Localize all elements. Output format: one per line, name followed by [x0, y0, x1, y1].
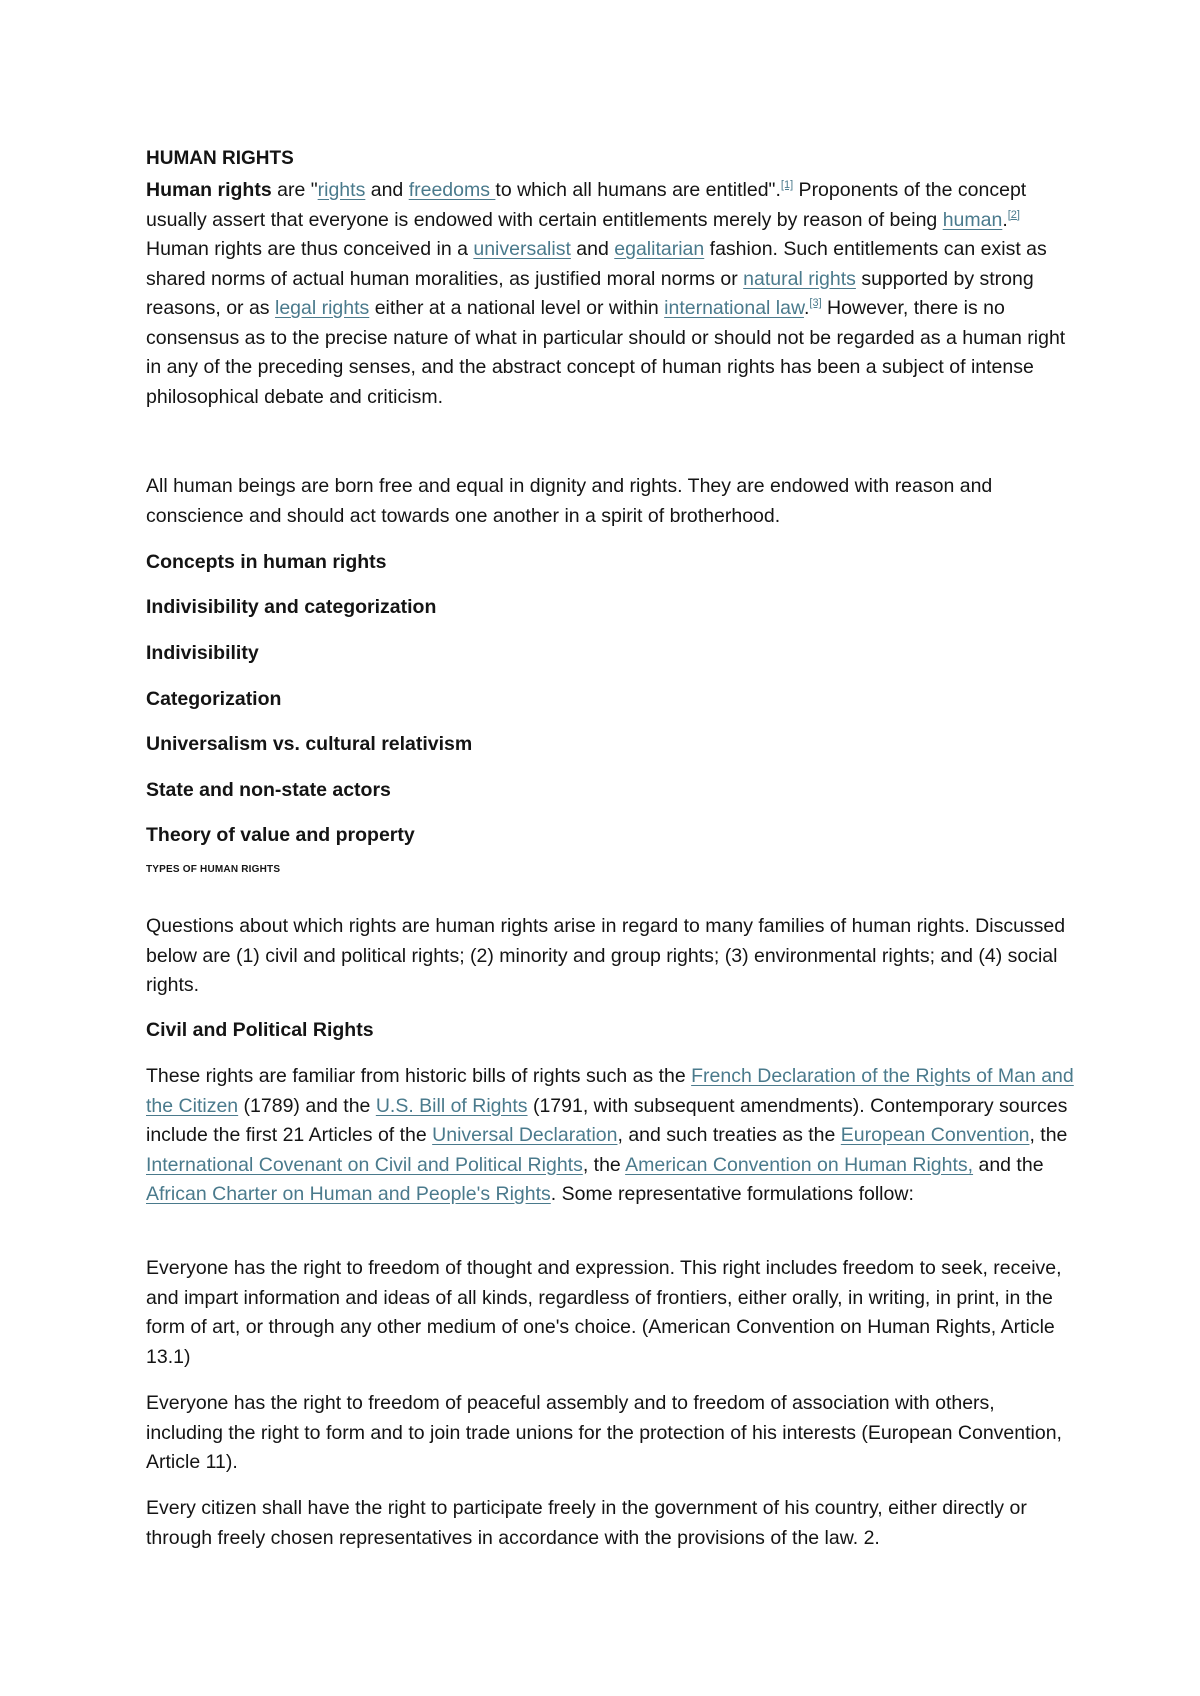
- civil-text: , the: [582, 1153, 626, 1176]
- intro-lead: Human rights: [146, 179, 272, 201]
- civil-paragraph: [146, 1062, 1076, 1210]
- link-human[interactable]: human: [942, 208, 1003, 231]
- intro-text: .: [1002, 208, 1008, 231]
- heading-civil-political: Civil and Political Rights: [146, 1019, 374, 1041]
- link-universalist[interactable]: universalist: [473, 238, 571, 260]
- intro-text: However, there is no consensus as to the precise nature of what in particular should or should not be regarded as a human right in any of the preceding senses, and the abstract concept of human rights has been a subject of intense philosophical debate and criticism.: [146, 297, 1066, 408]
- link-iccpr[interactable]: International Covenant on Civil and Political Rights: [146, 1153, 583, 1176]
- intro-text: and: [365, 179, 409, 201]
- document-title: HUMAN RIGHTS: [146, 148, 294, 169]
- intro-text: to which all humans are entitled".: [495, 179, 781, 201]
- reference-2-link[interactable]: [2]: [1007, 208, 1020, 221]
- intro-paragraph: [146, 176, 1076, 412]
- intro-text: Human rights are thus conceived in a: [146, 238, 474, 260]
- reference-1-link[interactable]: [1]: [780, 179, 794, 191]
- link-french-declaration[interactable]: French Declaration of the Rights of Man and the Citizen: [146, 1065, 1074, 1117]
- intro-text: either at a national level or within: [369, 297, 665, 319]
- link-legal-rights[interactable]: legal rights: [274, 297, 370, 319]
- quote-paragraph: All human beings are born free and equal in dignity and rights. They are endowed with reason and conscience and should act towards one another in a spirit of brotherhood.: [146, 475, 993, 527]
- heading-categorization: Categorization: [146, 688, 282, 710]
- intro-text: fashion. Such entitlements can exist as shared norms of actual human moralities, as justified moral norms or: [146, 238, 1047, 290]
- intro-text: supported by strong reasons, or as: [146, 267, 1034, 319]
- expression-paragraph: Everyone has the right to freedom of thought and expression. This right includes freedom to seek, receive, and impart information and ideas of all kinds, regardless of frontiers, either orally, in writing, in print, in the form of art, or through any other medium of one's choice. (American Convention on Human Rights, Article 13.1): [146, 1257, 1062, 1368]
- link-us-bill-of-rights[interactable]: U.S. Bill of Rights: [375, 1094, 528, 1117]
- link-freedoms[interactable]: freedoms: [408, 179, 496, 201]
- heading-theory-value: Theory of value and property: [146, 824, 415, 846]
- intro-text: .: [803, 297, 810, 319]
- heading-concepts: Concepts in human rights: [146, 551, 387, 573]
- link-rights[interactable]: rights: [317, 179, 366, 201]
- link-egalitarian[interactable]: egalitarian: [614, 238, 705, 260]
- intro-text: Proponents of the concept usually assert that everyone is endowed with certain entitlements merely by reason of being: [146, 179, 1027, 231]
- intro-text: are ": [271, 179, 318, 201]
- link-american-convention[interactable]: American Convention on Human Rights,: [625, 1153, 974, 1176]
- heading-state-actors: State and non-state actors: [146, 779, 391, 801]
- heading-types-of-human-rights: TYPES OF HUMAN RIGHTS: [146, 864, 281, 875]
- civil-text: and the: [973, 1153, 1044, 1176]
- assembly-paragraph: Everyone has the right to freedom of peaceful assembly and to freedom of association with others, including the right to form and to join trade unions for the protection of his interests (European Convention, Article 11).: [146, 1392, 1062, 1473]
- link-universal-declaration[interactable]: Universal Declaration: [432, 1124, 618, 1146]
- civil-text: (1789) and the: [238, 1094, 376, 1117]
- heading-indivisibility-categorization: Indivisibility and categorization: [146, 596, 437, 618]
- civil-text: . Some representative formulations follow:: [550, 1183, 914, 1205]
- link-international-law[interactable]: international law: [664, 297, 804, 319]
- citizen-paragraph: Every citizen shall have the right to participate freely in the government of his country, either directly or through freely chosen representatives in accordance with the provisions of the law. 2.: [146, 1497, 1027, 1549]
- civil-text: (1791, with subsequent amendments). Contemporary sources include the first 21 Articles of the: [146, 1094, 1068, 1146]
- heading-universalism: Universalism vs. cultural relativism: [146, 733, 473, 755]
- civil-text: , and such treaties as the: [617, 1124, 841, 1146]
- link-european-convention[interactable]: European Convention: [840, 1124, 1030, 1146]
- types-paragraph: Questions about which rights are human rights arise in regard to many families of human rights. Discussed below are (1) civil and political rights; (2) minority and group rights; (3) environmental rights; and (4) social rights.: [146, 915, 1066, 996]
- civil-text: These rights are familiar from historic bills of rights such as the: [146, 1065, 692, 1087]
- intro-text: and: [570, 238, 615, 260]
- heading-indivisibility: Indivisibility: [146, 642, 259, 664]
- reference-3-link[interactable]: [3]: [809, 297, 822, 309]
- civil-text: , the: [1029, 1124, 1068, 1146]
- link-african-charter[interactable]: African Charter on Human and People's Rights: [146, 1183, 551, 1205]
- link-natural-rights[interactable]: natural rights: [743, 267, 856, 290]
